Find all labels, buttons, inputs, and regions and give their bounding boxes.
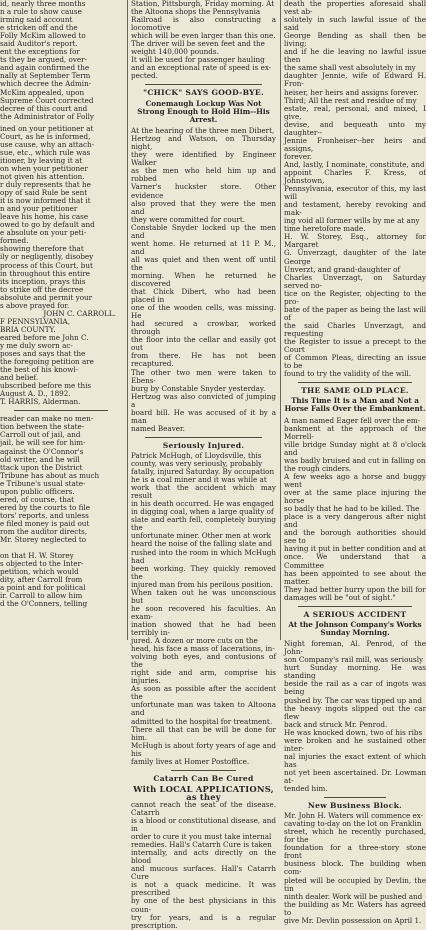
text-line: ily or negligently, disobey	[0, 252, 94, 262]
text-line: fatally, injured Saturday. By occupation	[131, 467, 275, 477]
section-divider	[145, 84, 262, 85]
text-line: e absolute on your peti-	[0, 228, 87, 238]
text-line: absolute and permit your	[0, 292, 93, 302]
text-line: in throughout this entire	[0, 268, 91, 278]
text-line: n and your petitioner	[0, 204, 78, 214]
text-line: they were identified by Engineer Walker	[131, 150, 276, 168]
text-line: A few weeks ago a horse and buggy went	[284, 471, 426, 490]
text-line: Hertzog and Watson, on Thursday night,	[131, 134, 276, 152]
text-line: burg by Constable Snyder yesterday.	[131, 383, 266, 393]
text-line: formed.	[0, 236, 29, 246]
text-line: admitted to the hospital for treatment.	[131, 716, 273, 726]
text-line: jured. A dozen or more cuts on the	[131, 636, 258, 646]
text-line: eared before me John C.	[0, 332, 89, 342]
text-line: to strike off the decree	[0, 284, 84, 294]
section-divider	[14, 410, 108, 411]
text-line: all was quiet and then went off until the	[131, 254, 276, 272]
text-line: he soon recovered his faculties. An exam-	[131, 603, 276, 621]
text-line: head, his face a mass of lacerations, in-	[131, 644, 275, 654]
text-line: place is a very dangerous after night and	[284, 512, 426, 530]
article-subhead: At the Johnson Company's Works Sunday Morning.	[288, 619, 422, 637]
text-line: ville bridge Sunday night at 8 o'clock and	[284, 439, 426, 457]
text-line: board bill. He was accused of it by a man	[131, 407, 276, 425]
text-line: been working. They quickly removed the	[131, 563, 276, 581]
text-line: It will be used for passenger hauling	[131, 55, 265, 65]
text-line: H. W. Storey, Esq., attorney for Margaret	[284, 232, 426, 250]
text-line: they were committed for court.	[131, 214, 245, 224]
article-headline: New Business Block.	[307, 801, 403, 811]
article-headline: "CHICK" SAYS GOOD-BYE.	[143, 88, 264, 98]
text-line: sue, etc., which rule was	[0, 147, 91, 157]
text-line: irming said account	[0, 15, 73, 25]
section-divider	[298, 606, 412, 607]
text-line: A man named Eager fell over the em-	[284, 415, 421, 425]
text-line: tended him.	[284, 784, 328, 794]
text-line: damages will be "out of sight."	[284, 592, 396, 602]
text-line: e filed money is paid out	[0, 518, 90, 528]
text-line: tion between the state-	[0, 422, 85, 432]
text-line: and an exceptional rate of speed is ex-	[131, 63, 272, 73]
text-line: not yet been ascertained. Dr. Lowman at-	[284, 767, 426, 785]
article-headline: A SERIOUS ACCIDENT	[303, 609, 407, 619]
text-line: Unverzt, and grand-daughter of	[284, 264, 401, 274]
text-line: s above prayed for.	[0, 300, 70, 310]
text-line: business block. The building when com-	[284, 859, 426, 877]
text-line: one of the wooden cells, was missing. He	[131, 303, 276, 321]
text-line: not given his attention.	[0, 171, 85, 181]
text-line: back and struck Mr. Penrod.	[284, 719, 388, 729]
text-line: old writer, and he will	[0, 454, 80, 464]
section-divider	[298, 382, 412, 383]
text-line: decree of this court and	[0, 103, 88, 113]
text-line: nally at September Term	[0, 71, 91, 81]
text-line: id, nearly three months	[0, 0, 86, 8]
text-line: Folly McKim allowed to	[0, 31, 86, 41]
text-line: unfortunate miner. Other men at work	[131, 531, 271, 541]
left-top-text	[0, 0, 122, 121]
text-line: the heavy ingots slipped out the car flew	[284, 703, 426, 721]
text-line: appoint Charles F. Kress, of Johnstown,	[284, 167, 426, 186]
text-line: having it put in better condition and at	[284, 544, 426, 554]
text-line: dity, after Carroll from	[0, 575, 83, 585]
text-line: ered, of course, that	[0, 494, 75, 504]
text-line: As soon as possible after the accident the	[131, 684, 276, 702]
text-line: And, lastly, I nominate, constitute, and	[284, 159, 425, 169]
text-line: estate, real, personal, and mixed, I give,	[284, 103, 426, 121]
text-line: y me duly sworn ac-	[0, 340, 73, 350]
article-subhead: Conemaugh Lockup Was Not Strong Enough to Hold Him--His Arrest.	[137, 98, 270, 124]
text-line: pleted will be occupied by Devlin, the tin	[284, 875, 426, 893]
text-line: G. Unverzagt, daughter of the late George	[284, 248, 426, 266]
middle-column	[131, 0, 276, 930]
text-line: Railroad is also constructing a locomotive	[131, 15, 276, 33]
text-line: Jennie Fronheiser--her heirs and assigns,	[284, 135, 426, 153]
text-line: which will be even larger than this one.	[131, 31, 276, 41]
text-line: and again confirmed the	[0, 63, 90, 73]
text-line: T. HARRIS, Alderman.	[0, 397, 81, 407]
text-line: Varner's huckster store. Other evidence	[131, 182, 276, 200]
text-line: give Mr. Devlin possession on April 1.	[284, 915, 422, 925]
text-line: the building as Mr. Waters has agreed to	[284, 899, 426, 917]
text-line: time heretofore made.	[284, 224, 366, 234]
text-line: hurt Sunday morning. He was standing	[284, 663, 426, 681]
text-line: Hertzog was also convicted of jumping a	[131, 391, 276, 409]
text-line: ttack upon the District	[0, 462, 83, 472]
text-line: reader can make no men-	[0, 414, 94, 424]
text-line: George Bending as shall then be living;	[284, 31, 426, 49]
text-line: had secured a crowbar, worked through	[131, 319, 276, 337]
text-line: s objected to the Inter-	[0, 559, 84, 569]
text-line: that Chick Dibert, who had been placed in	[131, 287, 276, 305]
article-body	[284, 640, 426, 793]
text-line: its inception, prays this	[0, 276, 86, 286]
text-line: ination showed that he had been terribly in-	[131, 619, 276, 637]
text-line: tice on the Register, objecting to the pro-	[284, 288, 426, 306]
text-line: There all that can be will be done for him.	[131, 724, 276, 742]
text-line: When taken out he was unconscious but	[131, 587, 276, 605]
text-line: BRIA COUNTY.	[0, 324, 56, 334]
text-line: by one of the best physicians in this coun-	[131, 896, 276, 914]
text-line: pushed by. The car was tipped up and	[284, 695, 422, 705]
text-line: He was knocked down, two of his ribs	[284, 727, 423, 737]
text-line: and the borough authorities should see to	[284, 528, 426, 546]
text-line: of Common Pleas, directing an issue to be	[284, 353, 426, 371]
article-headline: THE SAME OLD PLACE.	[301, 386, 409, 396]
left-petition-text	[0, 125, 122, 310]
text-line: the best of his knowl-	[0, 365, 79, 375]
text-line: bankment at the approach of the Morrell-	[284, 423, 426, 441]
text-line: rom the auditor directs,	[0, 527, 88, 536]
article-body	[284, 417, 426, 602]
text-line: and belief.	[0, 373, 39, 383]
text-line: went home. He returned at 11 P. M., and	[131, 238, 276, 256]
petition-signature: JOHN C. CARROLL.	[43, 308, 116, 318]
text-line: opy of said Rule be sent	[0, 188, 88, 198]
text-line: Court, as he is informed,	[0, 131, 91, 141]
text-line: on that H. W. Storey	[0, 551, 74, 561]
article-body	[131, 452, 276, 766]
text-line: is a blood or constitutional disease, and in	[131, 816, 276, 834]
text-line: over at the same place injuring the horse	[284, 488, 426, 506]
text-line: cannot reach the seat of the disease. Catarrh	[131, 799, 276, 817]
text-line: the foregoing petition are	[0, 357, 94, 367]
text-line: Supreme Court corrected	[0, 95, 94, 105]
text-line: he is a coal miner and it was while at	[131, 475, 267, 485]
text-line: owed to go by default and	[0, 220, 95, 230]
text-line: on when your petitioner	[0, 163, 88, 173]
text-line: Mr. Storey neglected to	[0, 535, 87, 545]
text-line: Night foreman, Al. Penrod, of the John-	[284, 639, 426, 657]
text-line: and mucous surfaces. Hall's Catarrh Cure	[131, 864, 276, 882]
text-line: Station, Pittsburgh, Friday morning. At	[131, 0, 275, 8]
text-line: the said Charles Unverzagt, and requesting	[284, 320, 426, 338]
text-line: showing therefore that	[0, 244, 84, 254]
text-line: ing void all former wills by me at any	[284, 216, 420, 226]
text-line: F PENNSYLVANIA,	[0, 316, 71, 326]
text-line: ir. Carroll to allow him	[0, 591, 83, 601]
text-line: e stricken off and the	[0, 23, 78, 33]
text-line: d the O'Conners, telling	[0, 599, 88, 609]
text-line: remedies. Hall's Catarrh Cure is taken	[131, 840, 272, 850]
text-line: itioner, by leaving it at	[0, 155, 83, 165]
text-line: Charles Unverzagt, on Saturday served no-	[284, 272, 426, 290]
text-line: Tribune has about as much	[0, 470, 100, 480]
text-line: leave his home, his case	[0, 212, 89, 222]
text-line: and if he die leaving no lawful issue then	[284, 47, 426, 65]
text-line: daughter Jennie, wife of Edward H. Fron-	[284, 71, 426, 89]
text-line: try for years, and is a regular prescription.	[131, 912, 276, 930]
text-line: cavating to-day on the lot on Franklin	[284, 819, 422, 829]
text-line: ninth dealer. Work will be pushed and	[284, 891, 423, 901]
text-line: which decree the Admin-	[0, 79, 92, 89]
left-column	[0, 0, 122, 640]
section-divider	[324, 797, 386, 798]
text-line: nal injuries the exact extent of which has	[284, 751, 426, 769]
text-line: said Auditor's report.	[0, 39, 78, 49]
text-line: petition, which would	[0, 567, 79, 577]
text-line: August A. D., 1892.	[0, 389, 71, 399]
text-line: also proved that they were the men and	[131, 198, 276, 216]
middle-top-text	[131, 0, 276, 80]
text-line: and testament, hereby revoking and mak-	[284, 200, 426, 218]
text-line: order to cure it you must take internal	[131, 832, 272, 842]
text-line: is not a quack medicine. It was prescribed	[131, 880, 276, 898]
text-line: it is now informed that it	[0, 196, 91, 206]
text-line: in digging coal, when a large quality of	[131, 507, 274, 517]
article-headline: Seriously Injured.	[162, 440, 245, 450]
text-line: unfortunate man was taken to Altoona and	[131, 700, 276, 718]
text-line: has been appointed to see about the matter.	[284, 568, 426, 586]
text-line: forever.	[284, 151, 312, 161]
right-column	[284, 0, 426, 925]
text-line: the floor into the cellar and easily got out	[131, 335, 276, 353]
text-line: devise, and bequeath unto my daughter--	[284, 119, 426, 137]
right-top-text	[284, 0, 426, 378]
text-line: McKim appealed, upon	[0, 87, 85, 97]
article-subhead: This Time It is a Man and Not a Horse Falls Over the Embankment.	[284, 396, 426, 414]
text-line: found to try the validity of the will.	[284, 369, 412, 379]
text-line: street, which he recently purchased, for the	[284, 827, 426, 845]
text-line: jail, he will see for him-	[0, 438, 86, 448]
article-body	[284, 812, 426, 925]
section-divider	[171, 770, 236, 771]
text-line: Pennsylvania, executor of this, my last will	[284, 184, 426, 202]
text-line: ered by the courts to file	[0, 502, 90, 512]
left-bottom-text	[0, 415, 122, 608]
column-rule	[127, 0, 128, 640]
text-line: from there. He has not been recaptured.	[131, 351, 276, 369]
text-line: At the hearing of the three men Dibert,	[131, 126, 275, 136]
section-divider	[145, 437, 262, 438]
text-line: rushed into the room in which McHugh had	[131, 547, 276, 565]
text-line: heard the noise of the falling slate and	[131, 539, 272, 549]
text-line: internally, and acts directly on the blood	[131, 848, 276, 866]
text-line: use cause, why an attach-	[0, 139, 95, 149]
column-rule	[280, 0, 281, 640]
text-line: Third; All the rest and residue of my	[284, 95, 417, 105]
text-line: named Beaver.	[131, 423, 185, 433]
text-line: Mr. John H. Waters will commence ex-	[284, 811, 424, 821]
text-line: the rough cinders.	[284, 463, 352, 473]
text-line: heiser, her heirs and assigns forever.	[284, 87, 419, 97]
text-line: tors' reports, and unless	[0, 510, 89, 520]
text-line: the Administrator of Folly	[0, 111, 94, 121]
text-line: beside the rail as a car of ingots was being	[284, 679, 426, 697]
text-line: solutely in such lawful issue of the said	[284, 15, 426, 33]
text-line: ent the exceptions for	[0, 47, 80, 57]
article-lead: With LOCAL APPLICATIONS, as they	[133, 783, 274, 802]
text-line: Carroll out of jail, and	[0, 430, 81, 440]
text-line: McHugh is about forty years of age and his	[131, 740, 276, 758]
text-line: ubscribed before me this	[0, 381, 92, 391]
text-line: volving both eyes, and contusions of the	[131, 652, 276, 670]
article-body	[131, 127, 276, 433]
text-line: Patrick McHugh, of Lloydsville, this	[131, 450, 262, 460]
text-line: in his death occurred. He was engaged	[131, 499, 274, 509]
text-line: county, was very seriously, probably	[131, 459, 263, 468]
text-line: Constable Snyder locked up the men and	[131, 222, 276, 240]
text-line: injured man from his perilous position.	[131, 579, 273, 589]
text-line: the Register to issue a precept to the Court	[284, 336, 426, 355]
text-line: pected.	[131, 71, 158, 81]
text-line: work that the accident which may result	[131, 483, 276, 501]
text-line: was badly bruised and cut in falling on	[284, 455, 426, 465]
text-line: as the men who held him up and robbed	[131, 166, 276, 184]
text-line: weight 140,000 pounds.	[131, 47, 219, 57]
text-line: The driver will be seven feet and the	[131, 39, 265, 49]
text-line: poses and says that the	[0, 349, 86, 359]
article-headline: Catarrh Can Be Cured	[153, 773, 254, 783]
text-line: foundation for a three-story stone front	[284, 843, 426, 861]
text-line: the Altoona shops the Pennsylvania	[131, 7, 261, 17]
text-line: family lives at Homer Postoffice.	[131, 756, 250, 766]
text-line: so badly that he had to be killed. The	[284, 504, 420, 514]
text-line: right side and arm, comprise his injuries.	[131, 668, 276, 686]
text-line: The other two men were taken to Ebens-	[131, 367, 276, 385]
text-line: son Company's rail mill, was seriously	[284, 655, 424, 665]
text-line: process of this Court, but	[0, 260, 93, 270]
text-line: once. We understand that a Committee	[284, 552, 426, 570]
text-line: ts they be argued, over-	[0, 55, 87, 65]
text-line: They had better hurry upon the bill for	[284, 584, 426, 594]
text-line: the same shall vest absolutely in my	[284, 63, 416, 73]
article-body	[131, 801, 276, 930]
text-line: e Tribune's usual state-	[0, 478, 86, 488]
text-line: morning. When he returned he discovered	[131, 270, 276, 289]
text-line: against the O'Connor's	[0, 446, 84, 456]
text-line: slate and earth fell, completely burying the	[131, 515, 276, 533]
text-line: n a rule to show cause	[0, 7, 82, 17]
text-line: bate of the paper as being the last will of	[284, 304, 426, 322]
text-line: r duly represents that he	[0, 180, 91, 190]
text-line: death the properties aforesaid shall vest ab-	[284, 0, 426, 17]
text-line: were broken and he sustained other inter-	[284, 735, 426, 753]
left-affidavit-text	[0, 318, 122, 407]
text-line: ined on your petitioner at	[0, 123, 94, 133]
text-line: upon public officers.	[0, 486, 75, 496]
text-line: a point and for political	[0, 583, 86, 593]
